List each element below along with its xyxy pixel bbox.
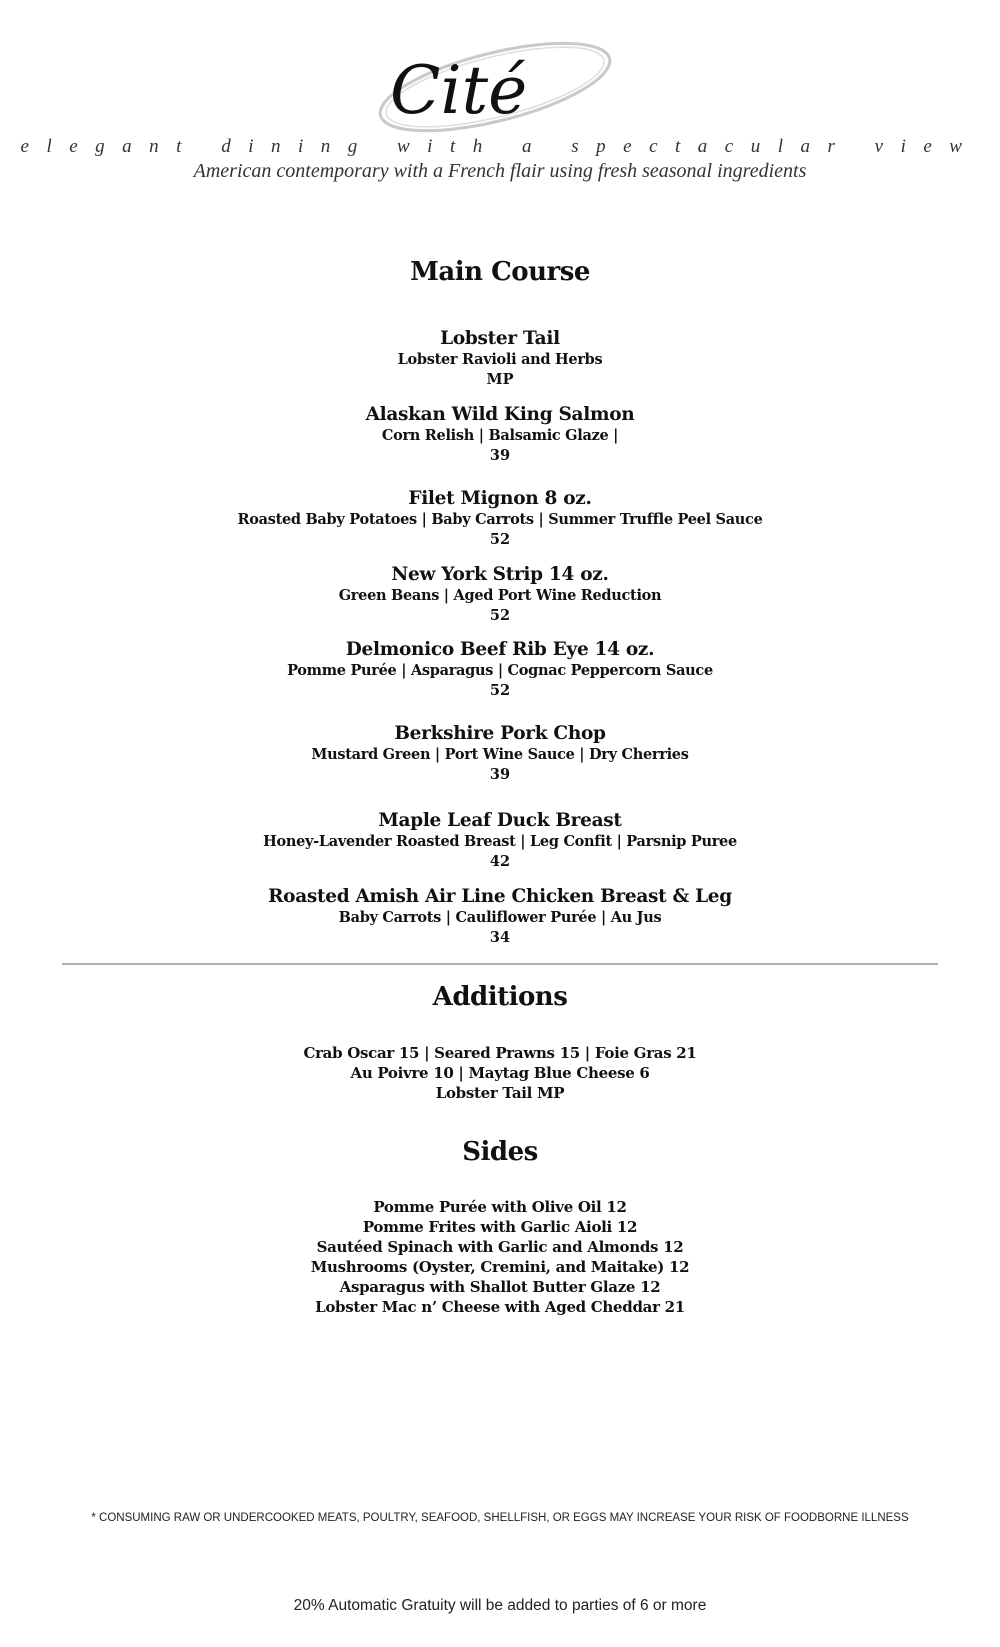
- item-price: 52: [489, 607, 511, 624]
- additions-line: Crab Oscar 15 | Seared Prawns 15 | Foie Gras 21: [303, 1044, 697, 1062]
- menu-item: [0, 328, 1000, 390]
- menu-item: [0, 810, 1000, 872]
- item-price: 42: [489, 853, 511, 870]
- item-name: Delmonico Beef Rib Eye 14 oz.: [345, 639, 655, 660]
- section-divider: [62, 963, 938, 965]
- side-line: Lobster Mac n’ Cheese with Aged Cheddar 21: [315, 1298, 685, 1316]
- menu-item: [0, 723, 1000, 785]
- item-description: Roasted Baby Potatoes | Baby Carrots | Summer Truffle Peel Sauce: [237, 511, 763, 528]
- menu-item: [0, 639, 1000, 701]
- side-line: Pomme Frites with Garlic Aioli 12: [362, 1218, 638, 1236]
- item-description: Baby Carrots | Cauliflower Purée | Au Jus: [338, 909, 662, 926]
- item-price: 39: [489, 766, 511, 783]
- menu-item: [0, 886, 1000, 948]
- subtitle: American contemporary with a French flair using fresh seasonal ingredients: [193, 160, 807, 182]
- sides-title: Sides: [462, 1137, 538, 1167]
- item-name: Maple Leaf Duck Breast: [378, 810, 622, 831]
- additions-line: Au Poivre 10 | Maytag Blue Cheese 6: [350, 1064, 650, 1082]
- item-description: Pomme Purée | Asparagus | Cognac Peppercorn Sauce: [287, 662, 713, 679]
- menu-item: [0, 564, 1000, 626]
- item-price: 52: [489, 682, 511, 699]
- main-course-title: Main Course: [410, 257, 590, 287]
- side-line: Asparagus with Shallot Butter Glaze 12: [339, 1278, 661, 1296]
- item-price: 52: [489, 531, 511, 548]
- logo-text: Cité: [390, 52, 528, 129]
- additions-line: Lobster Tail MP: [435, 1084, 565, 1102]
- additions-list: [0, 1043, 1000, 1103]
- item-price: 39: [489, 447, 511, 464]
- side-line: Pomme Purée with Olive Oil 12: [373, 1198, 627, 1216]
- item-name: Filet Mignon 8 oz.: [408, 488, 592, 509]
- item-description: Corn Relish | Balsamic Glaze |: [381, 427, 619, 444]
- item-description: Green Beans | Aged Port Wine Reduction: [338, 587, 662, 604]
- item-name: Roasted Amish Air Line Chicken Breast & Leg: [268, 886, 732, 907]
- tagline: elegant dining with a spectacular view: [20, 136, 980, 157]
- sides-list: [0, 1197, 1000, 1317]
- item-name: Lobster Tail: [440, 328, 560, 349]
- item-description: Honey-Lavender Roasted Breast | Leg Confit | Parsnip Puree: [263, 833, 737, 850]
- menu-item: [0, 404, 1000, 466]
- item-name: Alaskan Wild King Salmon: [365, 404, 635, 425]
- side-line: Mushrooms (Oyster, Cremini, and Maitake) 12: [310, 1258, 690, 1276]
- cite-logo: [350, 35, 630, 140]
- item-price: MP: [486, 371, 514, 388]
- item-name: New York Strip 14 oz.: [391, 564, 609, 585]
- item-description: Lobster Ravioli and Herbs: [397, 351, 603, 368]
- item-price: 34: [489, 929, 511, 946]
- additions-title: Additions: [432, 982, 568, 1012]
- side-line: Sautéed Spinach with Garlic and Almonds 12: [316, 1238, 684, 1256]
- item-description: Mustard Green | Port Wine Sauce | Dry Cherries: [311, 746, 689, 763]
- item-name: Berkshire Pork Chop: [394, 723, 606, 744]
- gratuity-note: 20% Automatic Gratuity will be added to parties of 6 or more: [293, 1597, 707, 1614]
- food-safety-disclaimer: * CONSUMING RAW OR UNDERCOOKED MEATS, POULTRY, SEAFOOD, SHELLFISH, OR EGGS MAY INCREASE YOUR RISK OF FOODBORNE ILLNESS: [91, 1512, 909, 1524]
- menu-item: [0, 488, 1000, 550]
